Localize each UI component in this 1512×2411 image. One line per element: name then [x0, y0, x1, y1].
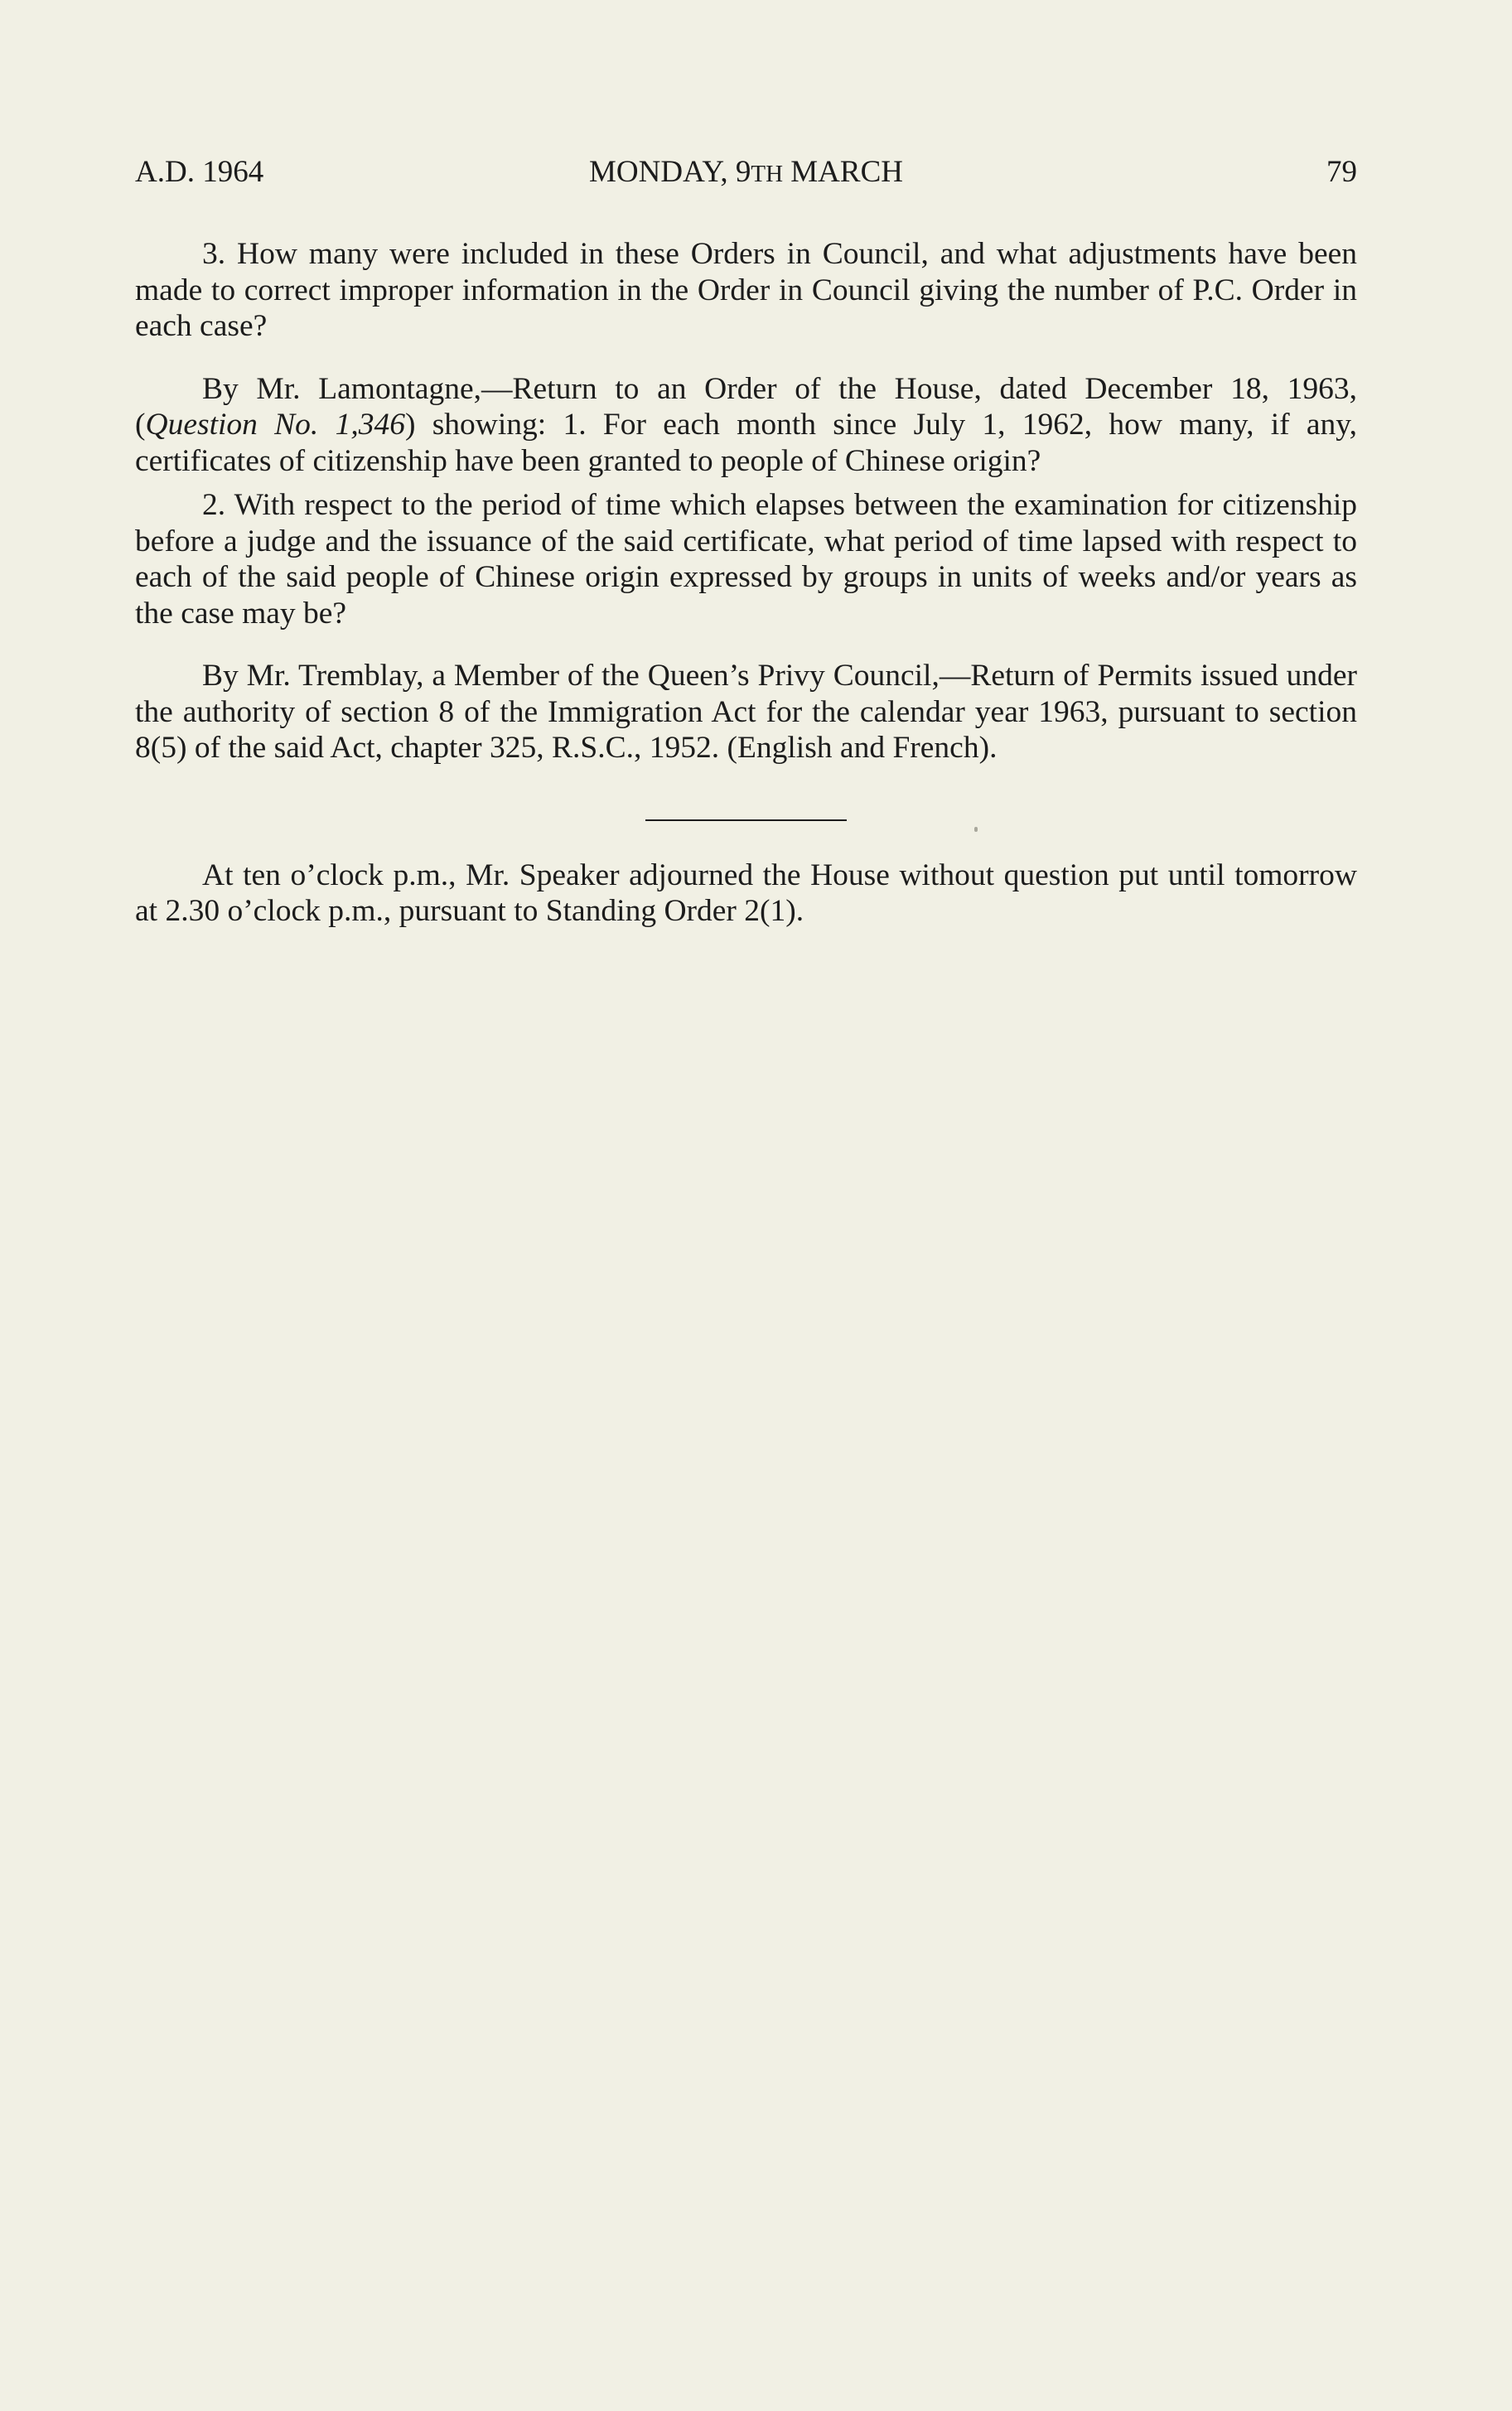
paragraph-question-2: 2. With respect to the period of time which elapses between the examination for citizenship before a judge and the issuance of the said certificate, what period of time lapsed with respect to each of the said people of Chinese origin expressed by groups in units of weeks and/or years as the case may be? — [135, 488, 1357, 631]
lamontagne-text-end: ) showing: 1. For each month since July 1, 1962, how many, if any, certificates of citizenship have been granted to people of Chinese origin? — [135, 408, 1357, 478]
question-number: Question No. 1,346 — [145, 408, 405, 442]
paragraph-question-3: 3. How many were included in these Orders in Council, and what adjustments have been made to correct improper information in the Order in Council giving the number of P.C. Order in each case? — [135, 237, 1357, 343]
date-heading-suffix: MARCH — [783, 155, 903, 189]
lamontagne-text-start: By Mr. Lamontagne,—Return to an Order of the House, dated December 18, 1963, ( — [135, 371, 1357, 442]
paragraph-lamontagne-return — [135, 371, 1357, 480]
body-text — [135, 236, 1357, 930]
section-divider — [645, 819, 847, 821]
running-head — [135, 151, 1357, 194]
date-heading-prefix: MONDAY, 9 — [589, 155, 751, 189]
paragraph-adjournment: At ten o’clock p.m., Mr. Speaker adjourned the House without question put until tomorrow at 2.30 o’clock p.m., pursuant to Standing Order 2(1). — [135, 858, 1357, 928]
date-heading — [135, 151, 1357, 196]
paragraph-tremblay-return: By Mr. Tremblay, a Member of the Queen’s Privy Council,—Return of Permits issued under the authority of section 8 of the Immigration Act for the calendar year 1963, pursuant to section 8(5) of the said Act, chapter 325, R.S.C., 1952. (English and French). — [135, 659, 1357, 765]
paper-speck — [974, 827, 978, 832]
year-label: A.D. 1964 — [135, 155, 264, 189]
date-heading-ordinal: TH — [751, 161, 784, 187]
page-number: 79 — [1326, 155, 1357, 189]
